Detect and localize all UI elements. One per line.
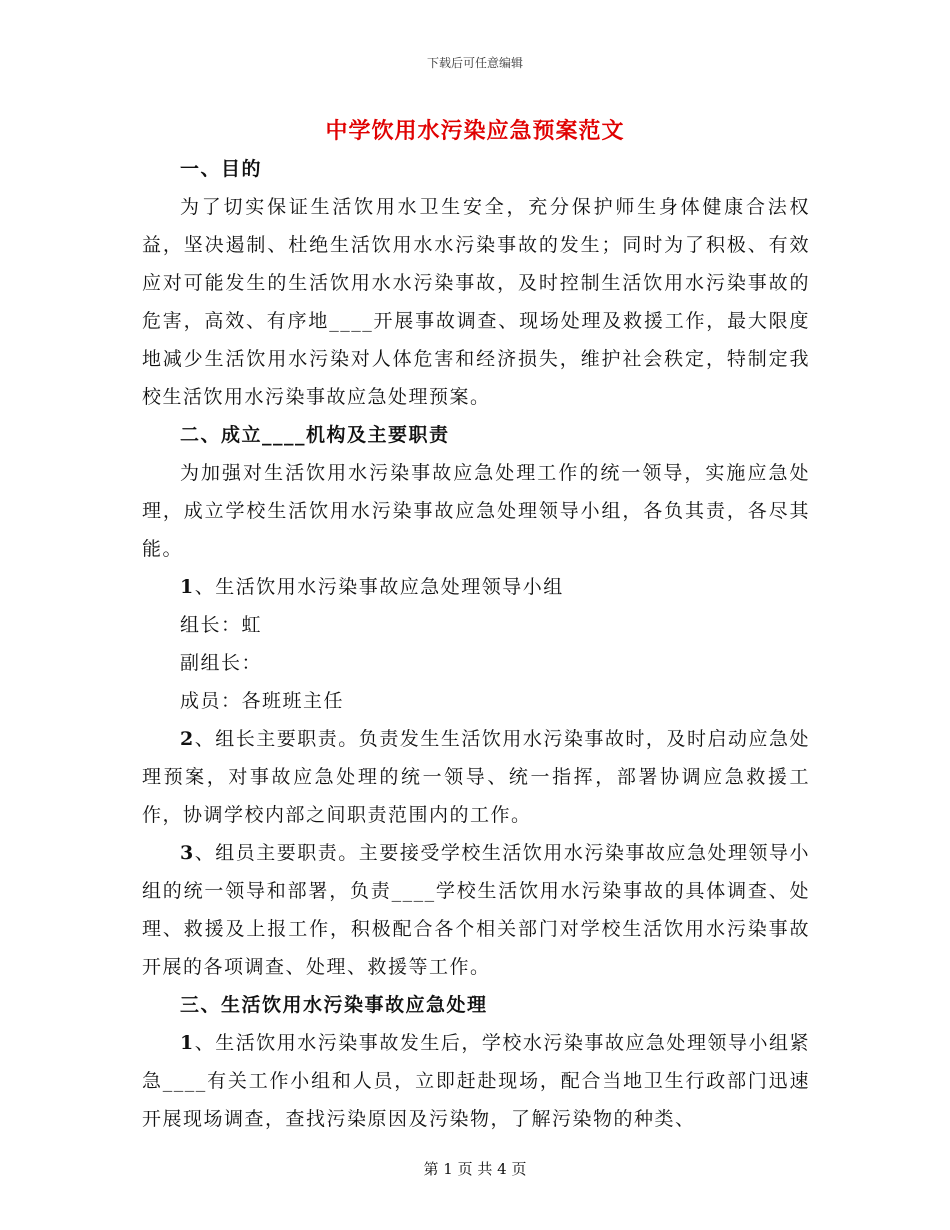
section-heading-purpose: 一、目的: [180, 158, 263, 180]
paragraph-purpose: 为了切实保证生活饮用水卫生安全，充分保护师生身体健康合法权益，坚决遏制、杜绝生活饮用水水污染事故的发生；同时为了积极、有效应对可能发生的生活饮用水水污染事故，及时控制生活饮用水污染事故的危害，高效、有序地____开展事故调查、现场处理及救援工作，最大限度地减少生活饮用水污染对人体危害和经济损失，维护社会秩定，特制定我校生活饮用水污染事故应急处理预案。: [142, 196, 810, 408]
list-item-leading-group: [142, 568, 810, 606]
section-heading-emergency: 三、生活饮用水污染事故应急处理: [180, 994, 488, 1016]
list-item-after-incident: [142, 1024, 810, 1138]
list-number: 2: [180, 728, 195, 750]
paragraph-deputy-leader: 副组长：: [180, 652, 263, 674]
list-number: 1: [180, 576, 195, 598]
list-item-member-duties: [142, 834, 810, 986]
document-body: [142, 150, 810, 1138]
list-item-text: 、组长主要职责。负责发生生活饮用水污染事故时，及时启动应急处理预案，对事故应急处理的统一领导、统一指挥，部署协调应急救援工作，协调学校内部之间职责范围内的工作。: [142, 728, 810, 826]
section-heading-organization: 二、成立____机构及主要职责: [180, 424, 450, 446]
paragraph-organization: 为加强对生活饮用水污染事故应急处理工作的统一领导，实施应急处理，成立学校生活饮用水污染事故应急处理领导小组，各负其责，各尽其能。: [142, 462, 810, 560]
list-item-text: 、生活饮用水污染事故发生后，学校水污染事故应急处理领导小组紧急____有关工作小组和人员，立即赶赴现场，配合当地卫生行政部门迅速开展现场调查，查找污染原因及污染物，了解污染物的种类、: [142, 1032, 810, 1130]
list-item-text: 、生活饮用水污染事故应急处理领导小组: [194, 576, 564, 598]
document-title: 中学饮用水污染应急预案范文: [325, 118, 625, 144]
list-item-leader-duties: [142, 720, 810, 834]
list-item-text: 、组员主要职责。主要接受学校生活饮用水污染事故应急处理领导小组的统一领导和部署，负责____学校生活饮用水污染事故的具体调查、处理、救援及上报工作，积极配合各个相关部门对学校生活饮用水污染事故开展的各项调查、处理、救援等工作。: [142, 842, 810, 978]
page-footer: 第 1 页 共 4 页: [423, 1160, 527, 1178]
paragraph-group-leader: 组长：虹: [180, 614, 263, 636]
list-number: 1: [180, 1032, 195, 1054]
list-number: 3: [180, 842, 195, 864]
paragraph-members: 成员：各班班主任: [180, 690, 345, 712]
header-note: 下载后可任意编辑: [426, 56, 523, 70]
